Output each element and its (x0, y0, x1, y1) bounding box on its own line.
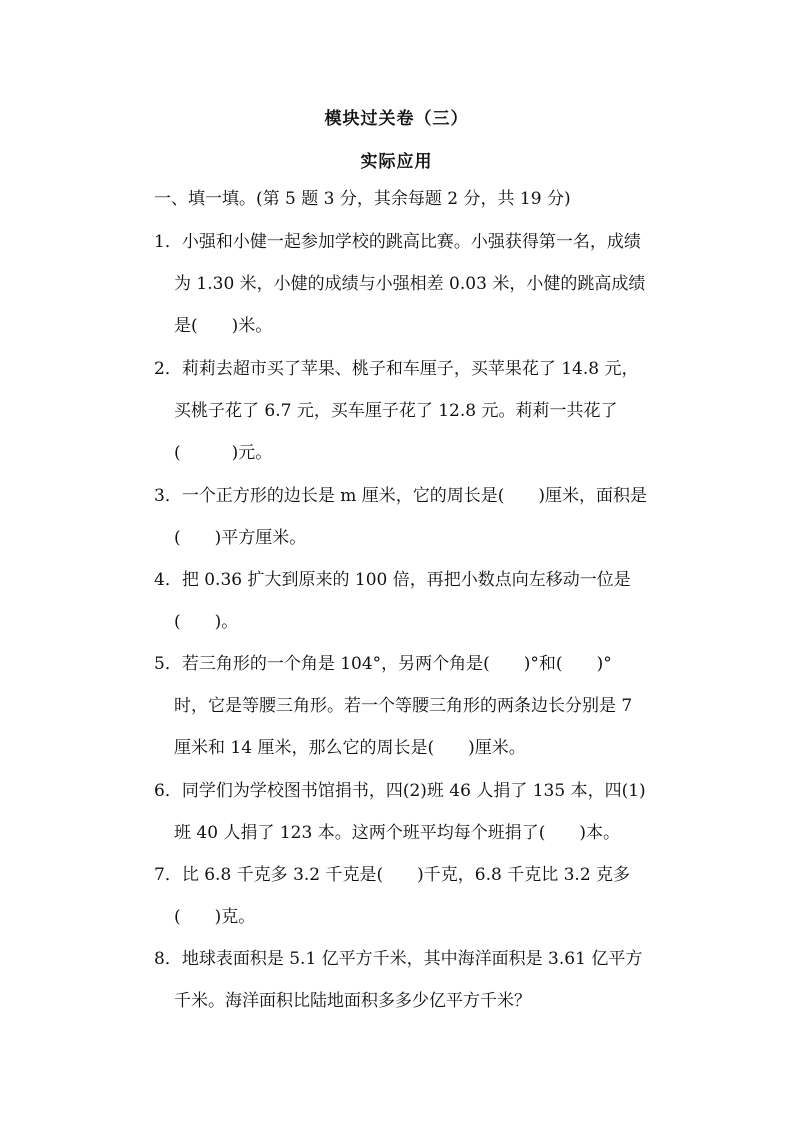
question-2-line-3: ( )元。 (174, 443, 273, 463)
question-1-line-1: 1．小强和小健一起参加学校的跳高比赛。小强获得第一名，成绩 (154, 232, 641, 252)
question-3-line-1: 3．一个正方形的边长是 m 厘米，它的周长是( )厘米，面积是 (154, 486, 648, 506)
question-3-line-2: ( )平方厘米。 (174, 528, 307, 548)
question-1-line-2: 为 1.30 米，小健的成绩与小强相差 0.03 米，小健的跳高成绩 (174, 274, 646, 294)
page-subtitle: 实际应用 (360, 152, 433, 172)
question-5-line-1: 5．若三角形的一个角是 104°，另两个角是( )°和( )° (154, 654, 612, 674)
question-8-line-1: 8．地球表面积是 5.1 亿平方千米，其中海洋面积是 3.61 亿平方 (154, 949, 643, 969)
question-5-line-2: 时，它是等腰三角形。若一个等腰三角形的两条边长分别是 7 (174, 696, 633, 716)
question-8-line-2: 千米。海洋面积比陆地面积多多少亿平方千米？ (174, 991, 531, 1011)
question-2-line-1: 2．莉莉去超市买了苹果、桃子和车厘子，买苹果花了 14.8 元， (154, 359, 639, 379)
question-7-line-2: ( )克。 (174, 907, 256, 927)
question-6-line-1: 6．同学们为学校图书馆捐书，四(2)班 46 人捐了 135 本，四(1) (154, 781, 646, 801)
question-1-line-3: 是( )米。 (174, 316, 273, 336)
question-7-line-1: 7．比 6.8 千克多 3.2 千克是( )千克，6.8 千克比 3.2 克多 (154, 865, 631, 885)
question-4-line-2: ( )。 (174, 612, 239, 632)
question-5-line-3: 厘米和 14 厘米，那么它的周长是( )厘米。 (174, 738, 526, 758)
section-heading: 一、填一填。(第 5 题 3 分，其余每题 2 分，共 19 分) (154, 189, 571, 209)
page-title: 模块过关卷（三） (324, 109, 469, 129)
question-4-line-1: 4．把 0.36 扩大到原来的 100 倍，再把小数点向左移动一位是 (154, 570, 631, 590)
question-6-line-2: 班 40 人捐了 123 本。这两个班平均每个班捐了( )本。 (174, 823, 620, 843)
question-2-line-2: 买桃子花了 6.7 元，买车厘子花了 12.8 元。莉莉一共花了 (174, 401, 618, 421)
